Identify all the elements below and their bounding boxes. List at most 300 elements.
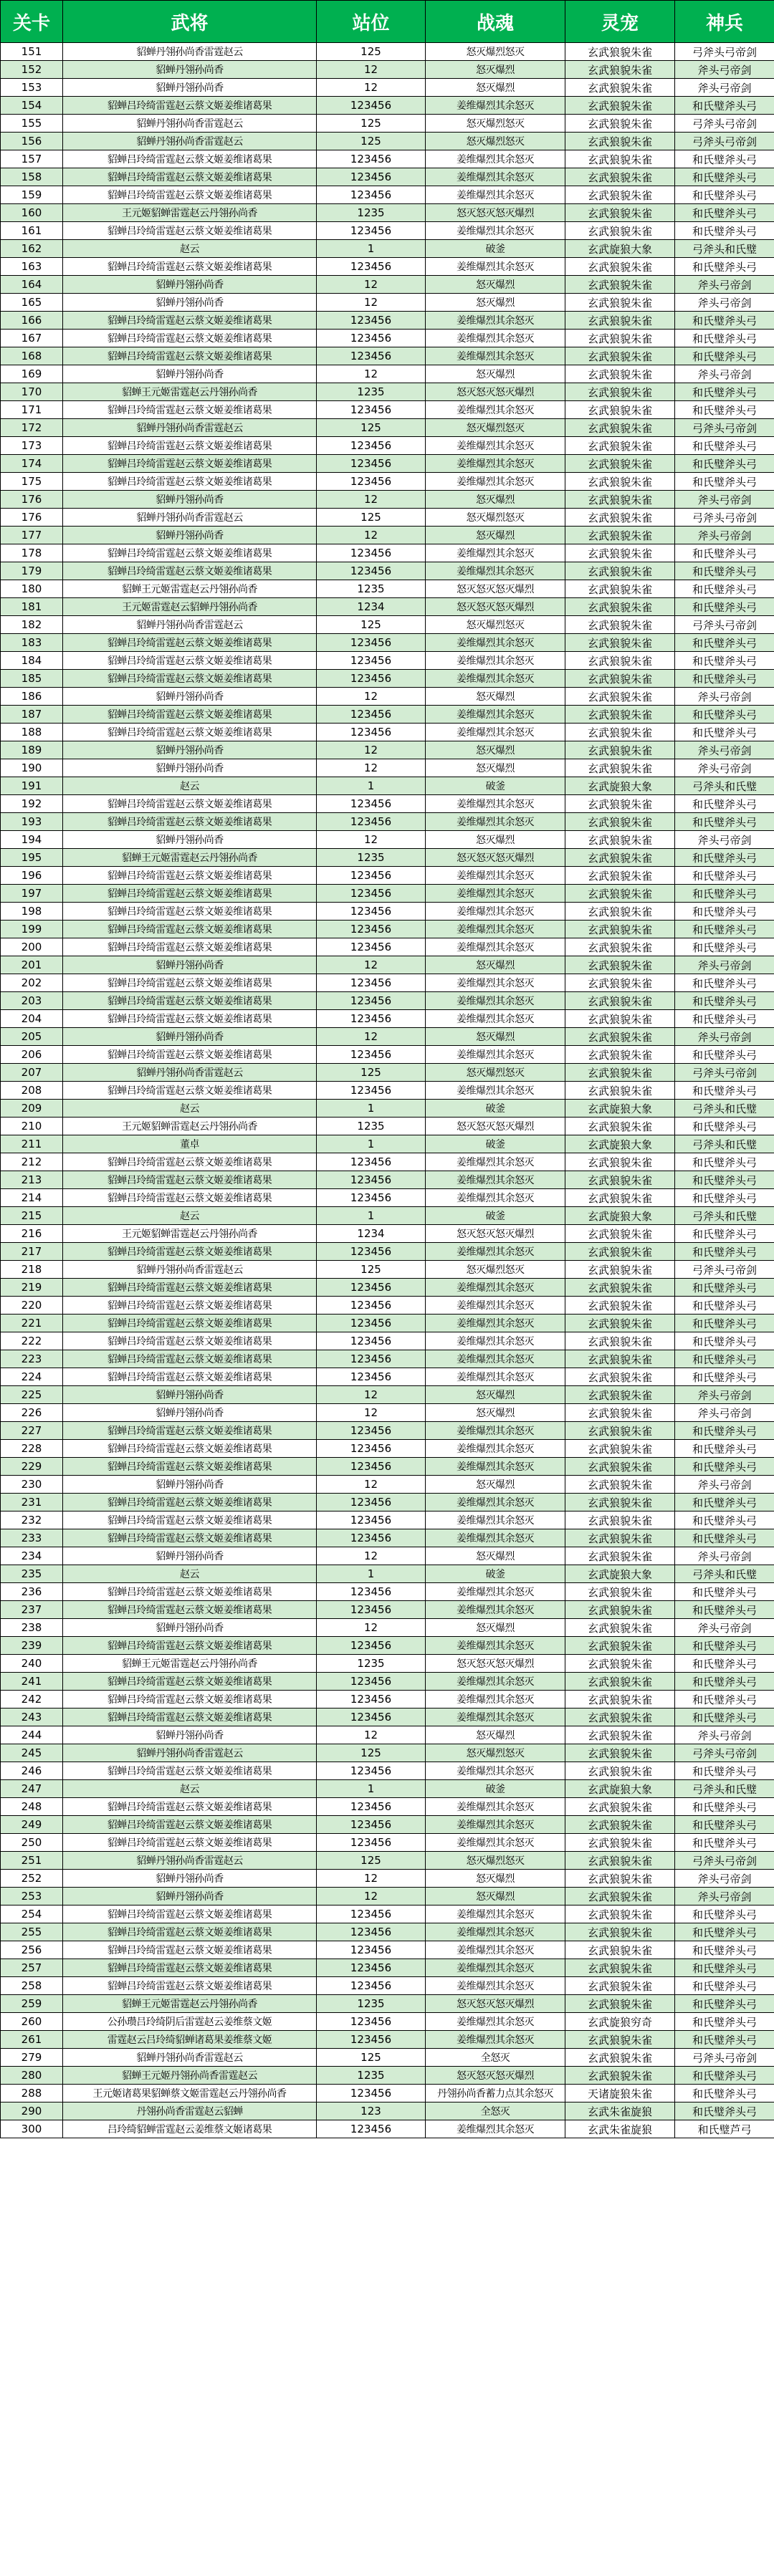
cell-pet: 玄武狼貌朱雀 <box>565 759 675 777</box>
cell-position: 1 <box>317 1565 426 1583</box>
cell-pet: 玄武狼貌朱雀 <box>565 1350 675 1368</box>
cell-stage: 178 <box>1 544 63 562</box>
cell-pet: 玄武狼貌朱雀 <box>565 527 675 544</box>
cell-stage: 174 <box>1 455 63 473</box>
cell-generals: 貂蝉吕玲绮雷霆赵云蔡文姬姜维诸葛果 <box>63 795 317 813</box>
cell-generals: 貂蝉吕玲绮雷霆赵云蔡文姬姜维诸葛果 <box>63 885 317 903</box>
cell-position: 123456 <box>317 1905 426 1923</box>
cell-generals: 貂蝉吕玲绮雷霆赵云蔡文姬姜维诸葛果 <box>63 1673 317 1691</box>
cell-generals: 王元姬雷霆赵云貂蝉丹翎孙尚香 <box>63 598 317 616</box>
cell-war-soul: 姜维爆烈其余怒灭 <box>426 473 565 491</box>
cell-war-soul: 姜维爆烈其余怒灭 <box>426 867 565 885</box>
table-row <box>1 903 774 921</box>
cell-generals: 貂蝉吕玲绮雷霆赵云蔡文姬姜维诸葛果 <box>63 634 317 652</box>
cell-divine-weapon: 和氏璧斧头弓 <box>675 150 774 168</box>
cell-war-soul: 怒灭怒灭怒灭爆烈 <box>426 1225 565 1243</box>
table-row <box>1 79 774 97</box>
cell-generals: 貂蝉丹翎孙尚香 <box>63 61 317 79</box>
cell-divine-weapon: 和氏璧斧头弓 <box>675 813 774 831</box>
cell-divine-weapon: 和氏璧斧头弓 <box>675 1941 774 1959</box>
cell-war-soul: 姜维爆烈其余怒灭 <box>426 1297 565 1315</box>
table-row <box>1 1941 774 1959</box>
table-row <box>1 1350 774 1368</box>
cell-divine-weapon: 和氏璧斧头弓 <box>675 2031 774 2049</box>
cell-pet: 玄武狼貌朱雀 <box>565 1529 675 1547</box>
cell-divine-weapon: 和氏璧斧头弓 <box>675 634 774 652</box>
cell-pet: 玄武狼貌朱雀 <box>565 1888 675 1905</box>
table-row <box>1 706 774 724</box>
cell-position: 123456 <box>317 670 426 688</box>
cell-divine-weapon: 和氏璧斧头弓 <box>675 562 774 580</box>
cell-generals: 貂蝉吕玲绮雷霆赵云蔡文姬姜维诸葛果 <box>63 1691 317 1708</box>
cell-position: 12 <box>317 276 426 294</box>
cell-position: 1 <box>317 1780 426 1798</box>
table-row <box>1 544 774 562</box>
cell-war-soul: 姜维爆烈其余怒灭 <box>426 938 565 956</box>
cell-war-soul: 姜维爆烈其余怒灭 <box>426 1529 565 1547</box>
cell-position: 123456 <box>317 813 426 831</box>
cell-position: 123456 <box>317 1798 426 1816</box>
cell-divine-weapon: 和氏璧斧头弓 <box>675 1315 774 1332</box>
table-row <box>1 1601 774 1619</box>
cell-position: 12 <box>317 1888 426 1905</box>
table-row <box>1 1261 774 1279</box>
table-row <box>1 1691 774 1708</box>
cell-pet: 玄武旋狼大象 <box>565 1780 675 1798</box>
cell-war-soul: 怒灭爆烈 <box>426 741 565 759</box>
cell-position: 123456 <box>317 1153 426 1171</box>
table-row <box>1 1225 774 1243</box>
table-row <box>1 1404 774 1422</box>
cell-stage: 180 <box>1 580 63 598</box>
table-row <box>1 1243 774 1261</box>
cell-stage: 210 <box>1 1118 63 1135</box>
cell-divine-weapon: 和氏璧斧头弓 <box>675 1673 774 1691</box>
table-row <box>1 2049 774 2067</box>
cell-stage: 280 <box>1 2067 63 2085</box>
table-row <box>1 1726 774 1744</box>
cell-stage: 189 <box>1 741 63 759</box>
cell-divine-weapon: 和氏璧斧头弓 <box>675 1995 774 2013</box>
cell-divine-weapon: 和氏璧斧头弓 <box>675 1977 774 1995</box>
cell-generals: 貂蝉王元姬雷霆赵云丹翎孙尚香 <box>63 849 317 867</box>
cell-position: 123 <box>317 2102 426 2120</box>
cell-position: 12 <box>317 956 426 974</box>
cell-pet: 玄武狼貌朱雀 <box>565 1834 675 1852</box>
table-row <box>1 938 774 956</box>
cell-pet: 玄武狼貌朱雀 <box>565 1171 675 1189</box>
cell-war-soul: 姜维爆烈其余怒灭 <box>426 1905 565 1923</box>
table-row <box>1 150 774 168</box>
table-row <box>1 974 774 992</box>
table-row <box>1 1673 774 1691</box>
cell-divine-weapon: 斧头弓帝剑 <box>675 1726 774 1744</box>
cell-war-soul: 姜维爆烈其余怒灭 <box>426 150 565 168</box>
cell-generals: 貂蝉丹翎孙尚香雷霆赵云 <box>63 1852 317 1870</box>
cell-generals: 貂蝉吕玲绮雷霆赵云蔡文姬姜维诸葛果 <box>63 1977 317 1995</box>
cell-pet: 玄武狼貌朱雀 <box>565 1691 675 1708</box>
cell-stage: 209 <box>1 1100 63 1118</box>
table-row <box>1 186 774 204</box>
table-row <box>1 1279 774 1297</box>
cell-position: 123456 <box>317 1171 426 1189</box>
cell-stage: 190 <box>1 759 63 777</box>
cell-war-soul: 怒灭爆烈怒灭 <box>426 1064 565 1082</box>
cell-generals: 貂蝉吕玲绮雷霆赵云蔡文姬姜维诸葛果 <box>63 1959 317 1977</box>
cell-pet: 玄武狼貌朱雀 <box>565 1583 675 1601</box>
table-row <box>1 1171 774 1189</box>
cell-generals: 貂蝉丹翎孙尚香雷霆赵云 <box>63 509 317 527</box>
cell-stage: 250 <box>1 1834 63 1852</box>
cell-position: 125 <box>317 1852 426 1870</box>
table-row <box>1 1708 774 1726</box>
cell-stage: 177 <box>1 527 63 544</box>
cell-stage: 215 <box>1 1207 63 1225</box>
cell-pet: 玄武狼貌朱雀 <box>565 1118 675 1135</box>
cell-generals: 貂蝉吕玲绮雷霆赵云蔡文姬姜维诸葛果 <box>63 1601 317 1619</box>
cell-position: 12 <box>317 527 426 544</box>
table-row <box>1 1028 774 1046</box>
cell-position: 123456 <box>317 97 426 115</box>
cell-position: 12 <box>317 61 426 79</box>
cell-pet: 玄武狼貌朱雀 <box>565 2067 675 2085</box>
cell-pet: 玄武狼貌朱雀 <box>565 1422 675 1440</box>
cell-position: 123456 <box>317 1297 426 1315</box>
cell-pet: 玄武狼貌朱雀 <box>565 1995 675 2013</box>
cell-war-soul: 姜维爆烈其余怒灭 <box>426 921 565 938</box>
cell-position: 1234 <box>317 1225 426 1243</box>
cell-divine-weapon: 和氏璧斧头弓 <box>675 383 774 401</box>
cell-stage: 201 <box>1 956 63 974</box>
cell-position: 123456 <box>317 1368 426 1386</box>
cell-divine-weapon: 和氏璧斧头弓 <box>675 1512 774 1529</box>
cell-generals: 貂蝉吕玲绮雷霆赵云蔡文姬姜维诸葛果 <box>63 1440 317 1458</box>
cell-war-soul: 姜维爆烈其余怒灭 <box>426 1440 565 1458</box>
cell-pet: 玄武狼貌朱雀 <box>565 97 675 115</box>
cell-pet: 玄武狼貌朱雀 <box>565 204 675 222</box>
cell-generals: 貂蝉吕玲绮雷霆赵云蔡文姬姜维诸葛果 <box>63 652 317 670</box>
cell-position: 123456 <box>317 2031 426 2049</box>
cell-generals: 貂蝉丹翎孙尚香雷霆赵云 <box>63 1064 317 1082</box>
cell-stage: 166 <box>1 312 63 330</box>
cell-position: 123456 <box>317 1691 426 1708</box>
cell-generals: 貂蝉丹翎孙尚香雷霆赵云 <box>63 115 317 133</box>
cell-position: 1235 <box>317 1995 426 2013</box>
cell-divine-weapon: 斧头弓帝剑 <box>675 527 774 544</box>
cell-divine-weapon: 斧头弓帝剑 <box>675 365 774 383</box>
cell-divine-weapon: 和氏璧芦弓 <box>675 2120 774 2138</box>
table-row <box>1 347 774 365</box>
cell-divine-weapon: 和氏璧斧头弓 <box>675 1422 774 1440</box>
cell-war-soul: 怒灭怒灭怒灭爆烈 <box>426 2067 565 2085</box>
cell-position: 12 <box>317 365 426 383</box>
cell-stage: 279 <box>1 2049 63 2067</box>
cell-war-soul: 姜维爆烈其余怒灭 <box>426 186 565 204</box>
header-pet: 灵宠 <box>565 1 675 43</box>
cell-stage: 181 <box>1 598 63 616</box>
cell-pet: 玄武狼貌朱雀 <box>565 168 675 186</box>
cell-war-soul: 破釜 <box>426 1780 565 1798</box>
cell-generals: 貂蝉吕玲绮雷霆赵云蔡文姬姜维诸葛果 <box>63 1834 317 1852</box>
cell-generals: 貂蝉吕玲绮雷霆赵云蔡文姬姜维诸葛果 <box>63 347 317 365</box>
cell-generals: 貂蝉丹翎孙尚香 <box>63 1870 317 1888</box>
cell-war-soul: 怒灭怒灭怒灭爆烈 <box>426 383 565 401</box>
cell-generals: 貂蝉王元姬雷霆赵云丹翎孙尚香 <box>63 1655 317 1673</box>
table-row <box>1 956 774 974</box>
cell-pet: 玄武狼貌朱雀 <box>565 616 675 634</box>
cell-stage: 229 <box>1 1458 63 1476</box>
cell-war-soul: 姜维爆烈其余怒灭 <box>426 455 565 473</box>
cell-position: 123456 <box>317 1959 426 1977</box>
table-row <box>1 1834 774 1852</box>
table-row <box>1 2013 774 2031</box>
table-row <box>1 491 774 509</box>
cell-war-soul: 姜维爆烈其余怒灭 <box>426 1315 565 1332</box>
cell-generals: 貂蝉吕玲绮雷霆赵云蔡文姬姜维诸葛果 <box>63 222 317 240</box>
cell-divine-weapon: 和氏璧斧头弓 <box>675 2067 774 2085</box>
cell-pet: 玄武狼貌朱雀 <box>565 419 675 437</box>
header-war-soul: 战魂 <box>426 1 565 43</box>
cell-divine-weapon: 和氏璧斧头弓 <box>675 330 774 347</box>
cell-position: 1235 <box>317 1655 426 1673</box>
cell-generals: 赵云 <box>63 1100 317 1118</box>
cell-position: 123456 <box>317 186 426 204</box>
cell-stage: 191 <box>1 777 63 795</box>
cell-position: 123456 <box>317 1923 426 1941</box>
cell-pet: 玄武狼貌朱雀 <box>565 1977 675 1995</box>
cell-position: 125 <box>317 616 426 634</box>
cell-stage: 300 <box>1 2120 63 2138</box>
cell-divine-weapon: 和氏璧斧头弓 <box>675 1494 774 1512</box>
cell-divine-weapon: 斧头弓帝剑 <box>675 1870 774 1888</box>
cell-position: 12 <box>317 1028 426 1046</box>
cell-divine-weapon: 和氏璧斧头弓 <box>675 204 774 222</box>
cell-position: 123456 <box>317 473 426 491</box>
cell-stage: 221 <box>1 1315 63 1332</box>
table-row <box>1 1977 774 1995</box>
cell-pet: 玄武狼貌朱雀 <box>565 1762 675 1780</box>
cell-position: 123456 <box>317 974 426 992</box>
header-stage: 关卡 <box>1 1 63 43</box>
cell-stage: 204 <box>1 1010 63 1028</box>
cell-pet: 玄武狼貌朱雀 <box>565 133 675 150</box>
cell-generals: 貂蝉丹翎孙尚香雷霆赵云 <box>63 1261 317 1279</box>
cell-position: 123456 <box>317 724 426 741</box>
cell-pet: 玄武狼貌朱雀 <box>565 43 675 61</box>
table-row <box>1 1368 774 1386</box>
cell-stage: 288 <box>1 2085 63 2102</box>
cell-pet: 玄武狼貌朱雀 <box>565 1064 675 1082</box>
cell-position: 123456 <box>317 1529 426 1547</box>
cell-position: 123456 <box>317 1762 426 1780</box>
cell-generals: 貂蝉丹翎孙尚香 <box>63 79 317 97</box>
cell-stage: 242 <box>1 1691 63 1708</box>
cell-generals: 貂蝉吕玲绮雷霆赵云蔡文姬姜维诸葛果 <box>63 724 317 741</box>
cell-divine-weapon: 弓斧头和氏璧 <box>675 1100 774 1118</box>
cell-position: 123456 <box>317 1512 426 1529</box>
cell-position: 123456 <box>317 867 426 885</box>
cell-divine-weapon: 和氏璧斧头弓 <box>675 168 774 186</box>
cell-position: 123456 <box>317 1082 426 1100</box>
cell-generals: 貂蝉吕玲绮雷霆赵云蔡文姬姜维诸葛果 <box>63 867 317 885</box>
cell-generals: 貂蝉丹翎孙尚香 <box>63 294 317 312</box>
cell-stage: 154 <box>1 97 63 115</box>
cell-generals: 貂蝉吕玲绮雷霆赵云蔡文姬姜维诸葛果 <box>63 1350 317 1368</box>
cell-divine-weapon: 和氏璧斧头弓 <box>675 1153 774 1171</box>
cell-pet: 玄武狼貌朱雀 <box>565 509 675 527</box>
cell-pet: 玄武狼貌朱雀 <box>565 455 675 473</box>
cell-stage: 172 <box>1 419 63 437</box>
cell-war-soul: 姜维爆烈其余怒灭 <box>426 2031 565 2049</box>
table-row <box>1 1798 774 1816</box>
cell-divine-weapon: 弓斧头和氏璧 <box>675 240 774 258</box>
cell-stage: 238 <box>1 1619 63 1637</box>
cell-generals: 貂蝉丹翎孙尚香 <box>63 688 317 706</box>
cell-war-soul: 怒灭爆烈 <box>426 79 565 97</box>
cell-pet: 玄武狼貌朱雀 <box>565 1440 675 1458</box>
cell-position: 123456 <box>317 1834 426 1852</box>
cell-war-soul: 怒灭爆烈 <box>426 527 565 544</box>
cell-generals: 雷霆赵云吕玲绮貂蝉诸葛果姜维蔡文姬 <box>63 2031 317 2049</box>
cell-generals: 貂蝉王元姬雷霆赵云丹翎孙尚香 <box>63 1995 317 2013</box>
cell-position: 123456 <box>317 652 426 670</box>
cell-divine-weapon: 和氏璧斧头弓 <box>675 401 774 419</box>
cell-divine-weapon: 和氏璧斧头弓 <box>675 992 774 1010</box>
table-row <box>1 1995 774 2013</box>
table-row <box>1 1046 774 1064</box>
cell-position: 123456 <box>317 1494 426 1512</box>
cell-position: 123456 <box>317 2013 426 2031</box>
cell-stage: 230 <box>1 1476 63 1494</box>
cell-pet: 玄武狼貌朱雀 <box>565 903 675 921</box>
cell-divine-weapon: 和氏璧斧头弓 <box>675 974 774 992</box>
cell-divine-weapon: 斧头弓帝剑 <box>675 688 774 706</box>
cell-stage: 226 <box>1 1404 63 1422</box>
table-row <box>1 419 774 437</box>
cell-position: 12 <box>317 1386 426 1404</box>
cell-war-soul: 姜维爆烈其余怒灭 <box>426 1923 565 1941</box>
table-row <box>1 1852 774 1870</box>
cell-war-soul: 怒灭爆烈怒灭 <box>426 1852 565 1870</box>
table-row <box>1 921 774 938</box>
cell-stage: 228 <box>1 1440 63 1458</box>
table-row <box>1 1494 774 1512</box>
cell-position: 125 <box>317 2049 426 2067</box>
cell-position: 123456 <box>317 1010 426 1028</box>
cell-pet: 玄武狼貌朱雀 <box>565 1744 675 1762</box>
cell-position: 123456 <box>317 1458 426 1476</box>
cell-pet: 玄武狼貌朱雀 <box>565 1547 675 1565</box>
cell-divine-weapon: 斧头弓帝剑 <box>675 276 774 294</box>
table-row <box>1 1655 774 1673</box>
cell-generals: 貂蝉丹翎孙尚香 <box>63 956 317 974</box>
cell-war-soul: 怒灭爆烈 <box>426 1619 565 1637</box>
cell-position: 123456 <box>317 903 426 921</box>
cell-stage: 163 <box>1 258 63 276</box>
cell-war-soul: 姜维爆烈其余怒灭 <box>426 1762 565 1780</box>
cell-generals: 貂蝉吕玲绮雷霆赵云蔡文姬姜维诸葛果 <box>63 1708 317 1726</box>
cell-stage: 173 <box>1 437 63 455</box>
cell-war-soul: 姜维爆烈其余怒灭 <box>426 401 565 419</box>
cell-stage: 202 <box>1 974 63 992</box>
cell-generals: 貂蝉丹翎孙尚香 <box>63 491 317 509</box>
cell-divine-weapon: 和氏璧斧头弓 <box>675 1798 774 1816</box>
cell-position: 123456 <box>317 1977 426 1995</box>
cell-generals: 貂蝉丹翎孙尚香 <box>63 1404 317 1422</box>
cell-position: 123456 <box>317 562 426 580</box>
table-row <box>1 1332 774 1350</box>
cell-war-soul: 姜维爆烈其余怒灭 <box>426 1458 565 1476</box>
cell-position: 12 <box>317 1547 426 1565</box>
cell-divine-weapon: 弓斧头和氏璧 <box>675 1207 774 1225</box>
cell-pet: 玄武狼貌朱雀 <box>565 1082 675 1100</box>
cell-position: 123456 <box>317 1941 426 1959</box>
table-row <box>1 1959 774 1977</box>
cell-generals: 貂蝉丹翎孙尚香雷霆赵云 <box>63 133 317 150</box>
cell-generals: 貂蝉丹翎孙尚香 <box>63 831 317 849</box>
cell-stage: 237 <box>1 1601 63 1619</box>
cell-divine-weapon: 和氏璧斧头弓 <box>675 1082 774 1100</box>
cell-divine-weapon: 弓斧头弓帝剑 <box>675 616 774 634</box>
cell-stage: 179 <box>1 562 63 580</box>
cell-pet: 玄武狼貌朱雀 <box>565 276 675 294</box>
cell-divine-weapon: 和氏璧斧头弓 <box>675 938 774 956</box>
cell-position: 12 <box>317 1404 426 1422</box>
cell-position: 123456 <box>317 544 426 562</box>
cell-generals: 貂蝉吕玲绮雷霆赵云蔡文姬姜维诸葛果 <box>63 1941 317 1959</box>
cell-position: 123456 <box>317 455 426 473</box>
cell-pet: 玄武狼貌朱雀 <box>565 1959 675 1977</box>
cell-divine-weapon: 和氏璧斧头弓 <box>675 1816 774 1834</box>
cell-war-soul: 怒灭怒灭怒灭爆烈 <box>426 598 565 616</box>
cell-pet: 玄武狼貌朱雀 <box>565 330 675 347</box>
cell-stage: 155 <box>1 115 63 133</box>
cell-war-soul: 姜维爆烈其余怒灭 <box>426 168 565 186</box>
cell-generals: 貂蝉吕玲绮雷霆赵云蔡文姬姜维诸葛果 <box>63 168 317 186</box>
cell-pet: 玄武狼貌朱雀 <box>565 383 675 401</box>
cell-position: 1 <box>317 1135 426 1153</box>
table-row <box>1 598 774 616</box>
cell-pet: 玄武朱雀旋狼 <box>565 2102 675 2120</box>
cell-generals: 貂蝉吕玲绮雷霆赵云蔡文姬姜维诸葛果 <box>63 903 317 921</box>
cell-generals: 貂蝉丹翎孙尚香 <box>63 1386 317 1404</box>
cell-divine-weapon: 弓斧头弓帝剑 <box>675 1064 774 1082</box>
cell-stage: 239 <box>1 1637 63 1655</box>
cell-pet: 玄武狼貌朱雀 <box>565 365 675 383</box>
cell-stage: 167 <box>1 330 63 347</box>
cell-stage: 211 <box>1 1135 63 1153</box>
cell-stage: 164 <box>1 276 63 294</box>
cell-generals: 貂蝉吕玲绮雷霆赵云蔡文姬姜维诸葛果 <box>63 1905 317 1923</box>
cell-pet: 玄武狼貌朱雀 <box>565 294 675 312</box>
cell-position: 125 <box>317 115 426 133</box>
cell-stage: 224 <box>1 1368 63 1386</box>
cell-stage: 186 <box>1 688 63 706</box>
cell-divine-weapon: 和氏璧斧头弓 <box>675 1243 774 1261</box>
table-row <box>1 1207 774 1225</box>
cell-war-soul: 姜维爆烈其余怒灭 <box>426 1082 565 1100</box>
cell-divine-weapon: 和氏璧斧头弓 <box>675 1225 774 1243</box>
cell-divine-weapon: 和氏璧斧头弓 <box>675 1529 774 1547</box>
cell-position: 12 <box>317 688 426 706</box>
table-row <box>1 1762 774 1780</box>
cell-generals: 吕玲绮貂蝉雷霆赵云姜维蔡文姬诸葛果 <box>63 2120 317 2138</box>
cell-generals: 貂蝉王元姬丹翎孙尚香雷霆赵云 <box>63 2067 317 2085</box>
table-row <box>1 240 774 258</box>
cell-war-soul: 怒灭怒灭怒灭爆烈 <box>426 849 565 867</box>
cell-divine-weapon: 和氏璧斧头弓 <box>675 1332 774 1350</box>
cell-pet: 玄武狼貌朱雀 <box>565 831 675 849</box>
